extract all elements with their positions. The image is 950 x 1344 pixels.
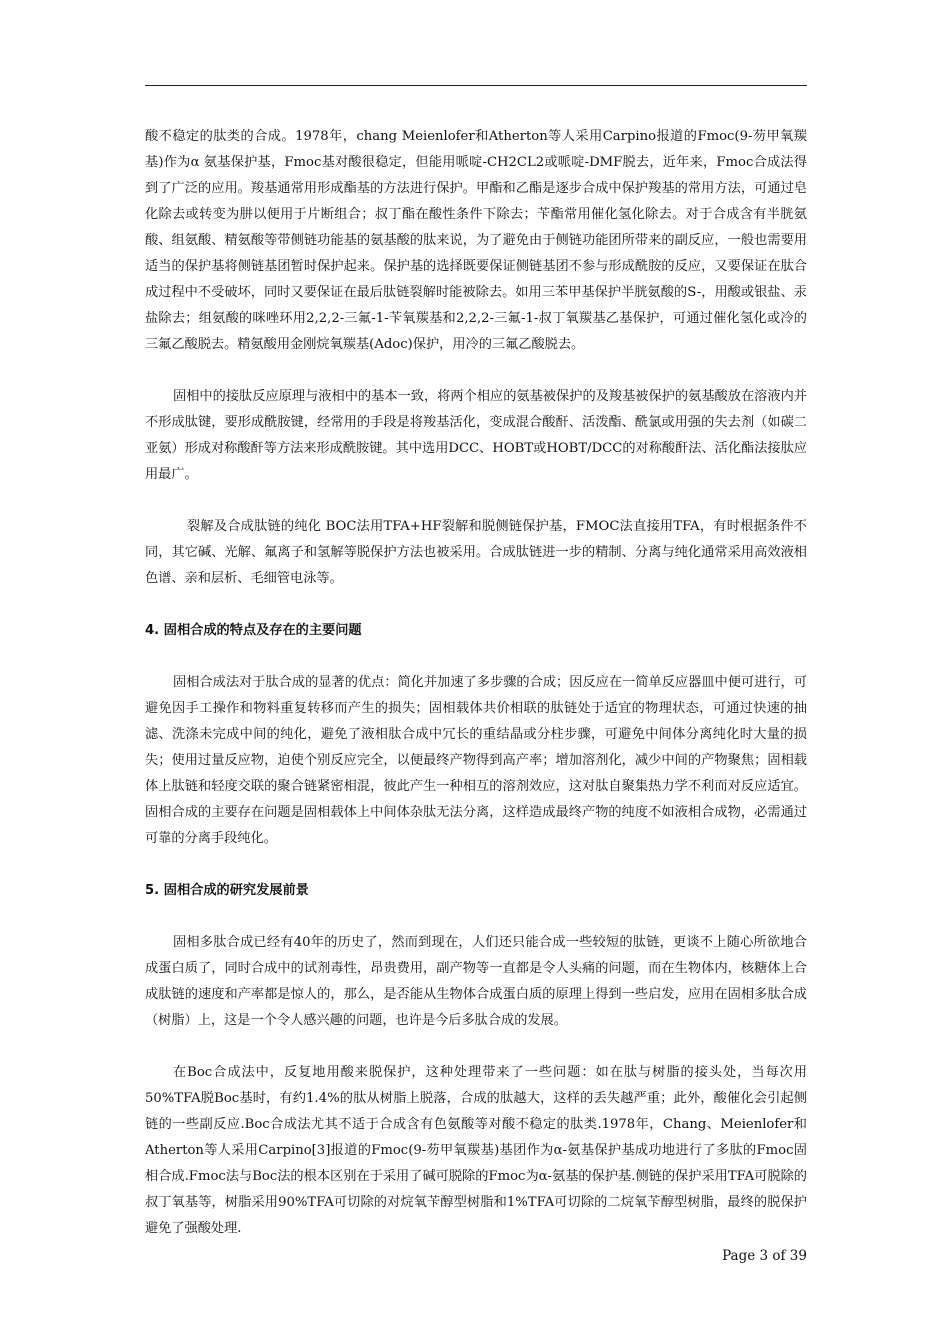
section-heading-5: 5. 固相合成的研究发展前景 xyxy=(145,883,309,898)
paragraph-prospects: 固相多肽合成已经有40年的历史了，然而到现在，人们还只能合成一些较短的肽链，更谈不上随心所欲地合成蛋白质了，同时合成中的试剂毒性，昂贵费用，副产物等一直都是令人头痛的问题，而在生物体内，核糖体上合成肽链的速度和产率都是惊人的，那么，是否能从生物体合成蛋白质的原理上得到一些启发，应用在固相多肽合成（树脂）上，这是一个令人感兴趣的问题，也许是今后多肽合成的发展。 xyxy=(145,935,807,1028)
paragraph-peptide-coupling: 固相中的接肽反应原理与液相中的基本一致，将两个相应的氨基被保护的及羧基被保护的氨基酸放在溶液内并不形成肽键，要形成酰胺键，经常用的手段是将羧基活化，变成混合酸酐、活泼酯、酰氯或用强的失去剂（如碳二亚氨）形成对称酸酐等方法来形成酰胺键。其中选用DCC、HOBT或HOBT/DCC的对称酸酐法、活化酯法接肽应用最广。 xyxy=(145,389,807,482)
document-body xyxy=(145,124,807,1242)
header-rule xyxy=(145,85,807,86)
page-number: Page 3 of 39 xyxy=(722,1248,807,1264)
paragraph-advantages: 固相合成法对于肽合成的显著的优点：简化并加速了多步骤的合成；因反应在一简单反应器皿中便可进行，可避免因手工操作和物料重复转移而产生的损失；固相载体共价相联的肽链处于适宜的物理状态，可通过快速的抽滤、洗涤未完成中间的纯化，避免了液相肽合成中冗长的重结晶或分柱步骤，可避免中间体分离纯化时大量的损失；使用过量反应物，迫使个别反应完全，以便最终产物得到高产率；增加溶剂化，减少中间的产物聚焦；固相载体上肽链和轻度交联的聚合链紧密相混，彼此产生一种相互的溶剂效应，这对肽自聚集热力学不利而对反应适宜。固相合成的主要存在问题是固相载体上中间体杂肽无法分离，这样造成最终产物的纯度不如液相合成物，必需通过可靠的分离手段纯化。 xyxy=(145,675,807,846)
paragraph-boc-fmoc: 在Boc合成法中，反复地用酸来脱保护，这种处理带来了一些问题：如在肽与树脂的接头处，当每次用50%TFA脱Boc基时，有约1.4%的肽从树脂上脱落，合成的肽越大，这样的丢失越严重；此外，酸催化会引起侧链的一些副反应.Boc合成法尤其不适于合成含有色氨酸等对酸不稳定的肽类.1978年，Chang、Meienlofer和Atherton等人采用Carpino[3]报道的Fmoc(9-芴甲氧羰基)基团作为α-氨基保护基成功地进行了多肽的Fmoc固相合成.Fmoc法与Boc法的根本区别在于采用了碱可脱除的Fmoc为α-氨基的保护基.侧链的保护采用TFA可脱除的叔丁氧基等，树脂采用90%TFA可切除的对烷氧苄醇型树脂和1%TFA可切除的二烷氧苄醇型树脂，最终的脱保护避免了强酸处理. xyxy=(145,1065,807,1236)
section-heading-4: 4. 固相合成的特点及存在的主要问题 xyxy=(145,623,362,638)
paragraph-cleavage-purification: 裂解及合成肽链的纯化 BOC法用TFA+HF裂解和脱侧链保护基，FMOC法直接用TFA，有时根据条件不同，其它碱、光解、氟离子和氢解等脱保护方法也被采用。合成肽链进一步的精制、分离与纯化通常采用高效液相色谱、亲和层析、毛细管电泳等。 xyxy=(145,519,807,586)
paragraph-protecting-groups: 酸不稳定的肽类的合成。1978年，chang Meienlofer和Atherton等人采用Carpino报道的Fmoc(9-芴甲氧羰基)作为α 氨基保护基，Fmoc基对酸很稳定，但能用哌啶-CH2CL2或哌啶-DMF脱去，近年来，Fmoc合成法得到了广泛的应用。羧基通常用形成酯基的方法进行保护。甲酯和乙酯是逐步合成中保护羧基的常用方法，可通过皂化除去或转变为肼以便用于片断组合；叔丁酯在酸性条件下除去；苄酯常用催化氢化除去。对于合成含有半胱氨酸、组氨酸、精氨酸等带侧链功能基的氨基酸的肽来说，为了避免由于侧链功能团所带来的副反应，一般也需要用适当的保护基将侧链基团暂时保护起来。保护基的选择既要保证侧链基团不参与形成酰胺的反应，又要保证在肽合成过程中不受破坏，同时又要保证在最后肽链裂解时能被除去。如用三苯甲基保护半胱氨酸的S-，用酸或银盐、汞盐除去；组氨酸的咪唑环用2,2,2-三氟-1-苄氧羰基和2,2,2-三氟-1-叔丁氧羰基乙基保护，可通过催化氢化或冷的三氟乙酸脱去。精氨酸用金刚烷氧羰基(Adoc)保护，用冷的三氟乙酸脱去。 xyxy=(145,129,807,352)
